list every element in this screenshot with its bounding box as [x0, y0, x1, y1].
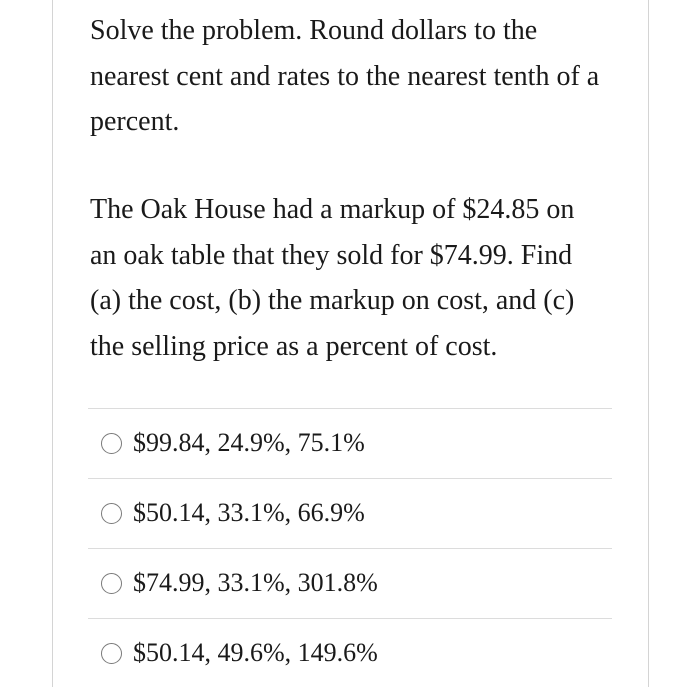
answer-option-label[interactable]: $50.14, 33.1%, 66.9%	[133, 498, 365, 527]
problem-line: The Oak House had a markup of $24.85 on	[90, 194, 575, 225]
answer-option-label[interactable]: $99.84, 24.9%, 75.1%	[133, 428, 365, 457]
problem-line: an oak table that they sold for $74.99. Find	[90, 239, 573, 271]
radio-button[interactable]	[101, 573, 122, 594]
answer-option-label[interactable]: $74.99, 33.1%, 301.8%	[133, 568, 378, 597]
problem-line: (a) the cost, (b) the markup on cost, and (c)	[90, 285, 575, 316]
question-instructions	[90, 8, 630, 145]
instructions-line: nearest cent and rates to the nearest tenth of a	[90, 60, 600, 92]
radio-button[interactable]	[101, 503, 122, 524]
instructions-line: percent.	[90, 106, 180, 137]
problem-line: the selling price as a percent of cost.	[90, 330, 498, 362]
answer-option-label[interactable]: $50.14, 49.6%, 149.6%	[133, 638, 378, 667]
answer-option-1[interactable]	[88, 408, 612, 478]
radio-button[interactable]	[101, 643, 122, 664]
answer-option-2[interactable]	[88, 478, 612, 548]
problem-statement	[90, 187, 630, 369]
answer-options	[88, 408, 612, 688]
radio-button[interactable]	[101, 433, 122, 454]
question-panel	[52, 0, 649, 687]
answer-option-4[interactable]	[88, 618, 612, 688]
answer-option-3[interactable]	[88, 548, 612, 618]
instructions-line: Solve the problem. Round dollars to the	[90, 15, 538, 46]
